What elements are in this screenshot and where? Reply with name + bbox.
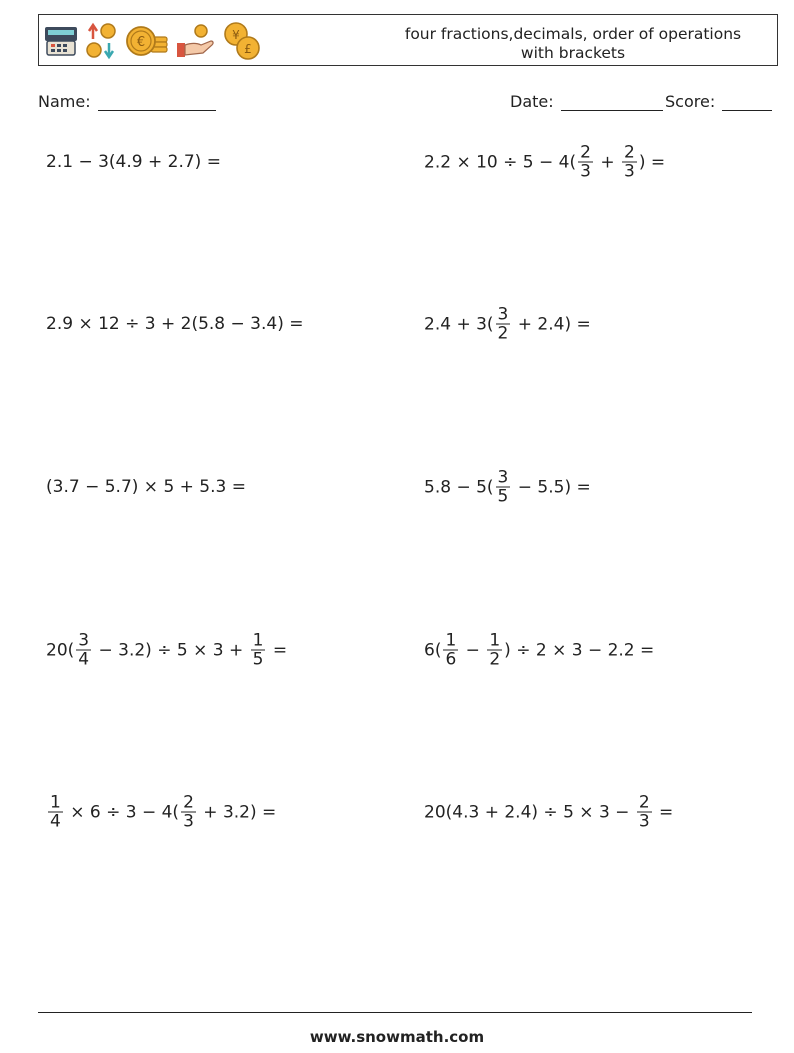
fraction-denominator: 3 [638, 811, 650, 832]
expression-text: − 5.5) = [512, 477, 591, 497]
fraction [181, 794, 196, 831]
svg-text:£: £ [244, 42, 252, 56]
fraction-numerator: 2 [638, 792, 650, 813]
fraction-numerator: 3 [497, 467, 509, 488]
cash-register-icon [43, 23, 79, 59]
expression-text: = [267, 640, 288, 660]
fraction-denominator: 3 [623, 161, 635, 182]
fraction-numerator: 2 [183, 792, 194, 813]
problem-3 [46, 314, 304, 334]
fraction-denominator: 3 [580, 161, 591, 182]
svg-text:€: € [136, 35, 146, 50]
expression-text: 20( [46, 640, 75, 660]
problem-8 [424, 632, 654, 669]
problem-9 [46, 794, 276, 831]
fraction [487, 632, 502, 669]
expression-text: 2.9 × 12 ÷ 3 + 2(5.8 − 3.4) = [46, 314, 304, 334]
footer-divider [38, 1012, 752, 1013]
yen-pound-coins-icon [221, 20, 263, 62]
expression-text: 20(4.3 + 2.4) ÷ 5 × 3 − [424, 802, 635, 822]
fraction-numerator: 2 [580, 142, 591, 163]
fraction-denominator: 2 [497, 323, 509, 344]
exchange-arrows-coins-icon [85, 21, 119, 61]
score-field[interactable] [665, 92, 772, 111]
fraction [622, 144, 637, 181]
fraction-denominator: 4 [50, 811, 61, 832]
svg-text:¥: ¥ [232, 28, 240, 42]
problem-4 [424, 306, 591, 343]
expression-text: 2.1 − 3(4.9 + 2.7) = [46, 152, 221, 172]
worksheet-title [383, 25, 763, 63]
name-field[interactable] [38, 92, 216, 111]
date-blank[interactable] [561, 94, 663, 111]
fraction [637, 794, 652, 831]
expression-text: 6( [424, 640, 442, 660]
expression-text: − [460, 640, 486, 660]
expression-text: ) ÷ 2 × 3 − 2.2 = [504, 640, 655, 660]
fraction [443, 632, 458, 669]
title-line-1: four fractions,decimals, order of operations [404, 25, 742, 43]
score-blank[interactable] [722, 94, 772, 111]
fraction [76, 632, 91, 669]
fraction-denominator: 5 [252, 649, 264, 670]
problem-7 [46, 632, 287, 669]
euro-coins-stack-icon [125, 23, 169, 59]
fraction-numerator: 1 [252, 630, 264, 651]
name-blank[interactable] [98, 94, 216, 111]
fraction-numerator: 1 [50, 792, 61, 813]
fraction-denominator: 5 [497, 486, 509, 507]
fraction [496, 469, 511, 506]
fraction-denominator: 4 [78, 649, 90, 670]
date-label: Date: [510, 92, 554, 111]
expression-text: (3.7 − 5.7) × 5 + 5.3 = [46, 477, 246, 497]
fraction-numerator: 3 [78, 630, 90, 651]
problem-10 [424, 794, 673, 831]
fraction-denominator: 6 [445, 649, 457, 670]
score-label: Score: [665, 92, 716, 111]
expression-text: 2.4 + 3( [424, 314, 494, 334]
expression-text: + 2.4) = [512, 314, 591, 334]
fraction [578, 144, 593, 181]
fraction-numerator: 1 [445, 630, 457, 651]
expression-text: 2.2 × 10 ÷ 5 − 4( [424, 152, 577, 172]
date-field[interactable] [510, 92, 663, 111]
fraction-numerator: 2 [623, 142, 635, 163]
fraction-denominator: 3 [183, 811, 194, 832]
header-icons [43, 19, 263, 63]
expression-text: + [594, 152, 620, 172]
problem-6 [424, 469, 591, 506]
hand-offering-coin-icon [175, 23, 215, 59]
problem-2 [424, 144, 665, 181]
title-line-2: with brackets [520, 44, 626, 62]
fraction-numerator: 1 [489, 630, 501, 651]
footer-url: www.snowmath.com [309, 1028, 485, 1046]
expression-text: × 6 ÷ 3 − 4( [64, 802, 180, 822]
expression-text: 5.8 − 5( [424, 477, 494, 497]
fraction [48, 794, 63, 831]
expression-text: − 3.2) ÷ 5 × 3 + [93, 640, 249, 660]
name-label: Name: [38, 92, 91, 111]
expression-text: + 3.2) = [197, 802, 277, 822]
worksheet-header [38, 14, 778, 66]
problem-5 [46, 477, 246, 497]
expression-text: ) = [638, 152, 666, 172]
fraction-numerator: 3 [497, 304, 509, 325]
expression-text: = [653, 802, 674, 822]
fraction [251, 632, 266, 669]
fraction [496, 306, 511, 343]
fraction-denominator: 2 [489, 649, 501, 670]
problem-1 [46, 152, 221, 172]
